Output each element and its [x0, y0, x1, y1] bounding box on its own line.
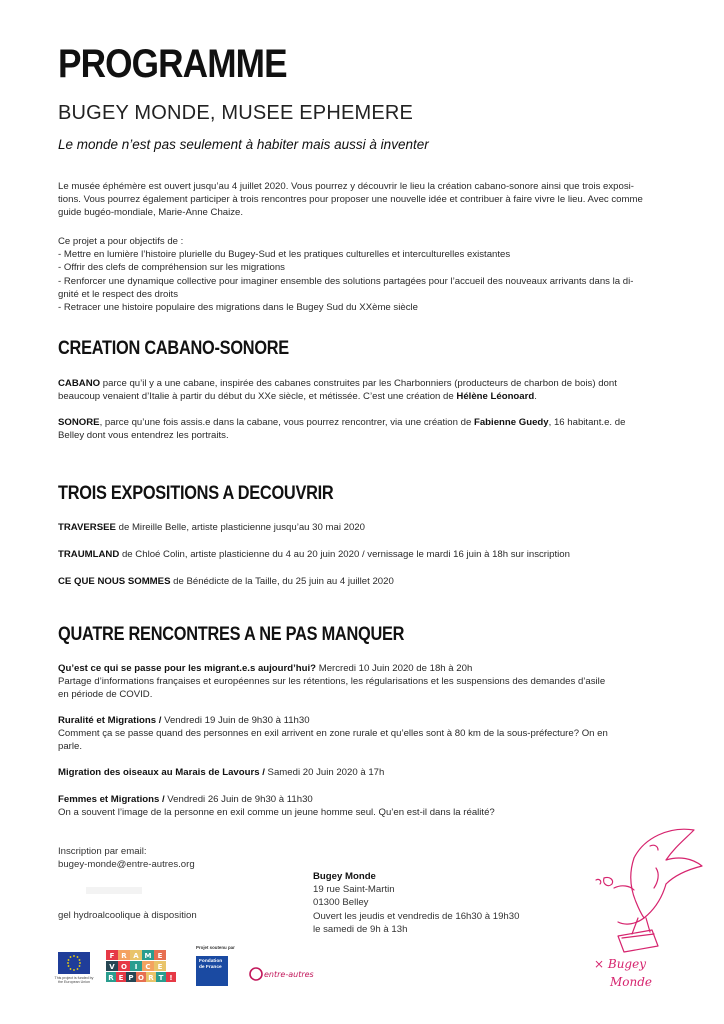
intro-line: tions. Vous pourrez également participer à trois rencontres pour proposer une nouvelle idée et contribuer à faire vivre le lieu. Avec comme [58, 194, 643, 206]
sonore-text: , 16 habitant.e. de [548, 417, 626, 428]
rencontre-when: Samedi 20 Juin 2020 à 17h [264, 767, 385, 778]
rencontre-desc: en période de COVID. [58, 689, 153, 701]
gel-notice: gel hydroalcoolique à disposition [58, 910, 197, 921]
fvr-letter: I [134, 963, 138, 971]
intro-line: Le musée éphémère est ouvert jusqu’au 4 juillet 2020. Vous pourrez y découvrir le lieu la création cabano-sonore ainsi que trois exposi- [58, 181, 634, 192]
objective-item: - Offrir des clefs de compréhension sur les migrations [58, 262, 285, 274]
cabano-text: parce qu’il y a une cabane, inspirée des cabanes construites par les Charbonniers (producteurs de charbon de bois) dont [100, 378, 617, 389]
eu-stars-icon [58, 952, 90, 974]
section-heading-creation: CREATION CABANO-SONORE [58, 338, 289, 359]
fvr-letter: F [109, 952, 115, 960]
page-title: PROGRAMME [58, 42, 287, 86]
exposition-item [58, 521, 690, 534]
cabano-paragraph [58, 377, 690, 403]
rencontre-item [58, 766, 690, 779]
fvr-letter: O [138, 974, 144, 982]
objective-item: - Renforcer une dynamique collective pour imaginer ensemble des solutions partagées pour l’accueil des nouveaux arrivants dans la di- [58, 275, 634, 287]
exposition-item [58, 575, 690, 588]
venue-name: Bugey Monde [313, 871, 376, 882]
rencontre-when: Vendredi 26 Juin de 9h30 à 11h30 [164, 794, 313, 805]
registration-label: Inscription par email: [58, 846, 147, 857]
rencontre-title: Femmes et Migrations / [58, 794, 165, 805]
rencontre-title: Qu’est ce qui se passe pour les migrant.e.s aujourd’hui? [58, 663, 317, 674]
exposition-text: de Chloé Colin, artiste plasticienne du 4 au 20 juin 2020 / vernissage le mardi 16 juin à 18h sur inscription [119, 549, 570, 560]
cabano-end: . [534, 391, 537, 403]
fvr-letter: ! [169, 974, 173, 982]
exposition-name: TRAUMLAND [58, 549, 120, 560]
bird-sketch-icon [574, 818, 714, 993]
sketch-handwriting: Monde [610, 975, 653, 989]
tagline: Le monde n’est pas seulement à habiter mais aussi à inventer [58, 137, 429, 152]
rencontre-desc: parle. [58, 741, 82, 753]
fvr-letter: M [144, 952, 152, 960]
fvr-letter: E [157, 952, 163, 960]
venue-hours: le samedi de 9h à 13h [313, 923, 408, 935]
objectives-lead: Ce projet a pour objectifs de : [58, 236, 184, 247]
exposition-item [58, 548, 690, 561]
fvr-letter: A [133, 952, 139, 960]
fvr-letter: E [118, 974, 124, 982]
rencontre-desc: Comment ça se passe quand des personnes en exil arrivent en zone rurale et qu’elles sont à 80 km de la sous-préfecture? On en [58, 728, 608, 740]
rencontre-when: Vendredi 19 Juin de 9h30 à 11h30 [161, 715, 310, 726]
fvr-letter: O [121, 963, 127, 971]
objective-item: - Mettre en lumière l’histoire plurielle du Bugey-Sud et les pratiques culturelles et interculturelles existantes [58, 249, 511, 261]
sonore-author: Fabienne Guedy [473, 417, 549, 428]
fvr-letter: R [148, 974, 154, 982]
entre-autres-text: entre-autres [264, 970, 314, 979]
rencontre-desc: On a souvent l’image de la personne en exil comme un jeune homme seul. Qu’en est-il dans la réalité? [58, 807, 495, 819]
objective-item: - Retracer une histoire populaire des migrations dans le Bugey Sud du XXème siècle [58, 302, 418, 314]
fvr-letter: V [109, 963, 115, 971]
eu-caption: This project is funded by the European Union [54, 976, 94, 985]
fvr-letter: R [121, 952, 127, 960]
objective-item: gnité et le respect des droits [58, 288, 178, 300]
rencontre-title: Ruralité et Migrations / [58, 715, 162, 726]
section-heading-rencontres: QUATRE RENCONTRES A NE PAS MANQUER [58, 624, 405, 645]
page-subtitle: BUGEY MONDE, MUSEE EPHEMERE [58, 102, 414, 124]
fvr-letter: R [108, 974, 114, 982]
sketch-handwriting: × Bugey [594, 957, 646, 971]
rencontre-title: Migration des oiseaux au Marais de Lavours / [58, 767, 265, 778]
rencontre-when: Mercredi 10 Juin 2020 de 18h à 20h [316, 663, 473, 674]
rencontre-desc: Partage d’informations françaises et européennes sur les rétentions, les régularisations et les suspensions des demandes d’asile [58, 676, 606, 688]
fvr-letter: P [128, 974, 134, 982]
rencontre-item [58, 793, 690, 819]
fondation-de-france-logo: Fondation de France [196, 956, 228, 986]
venue-street: 19 rue Saint-Martin [313, 884, 395, 896]
frame-voice-report-logo [106, 950, 178, 982]
cabano-author: Hélène Léonoard [456, 391, 535, 403]
venue-city: 01300 Belley [313, 897, 369, 909]
cabano-term: CABANO [58, 378, 101, 389]
section-heading-expositions: TROIS EXPOSITIONS A DECOUVRIR [58, 483, 334, 504]
fvr-letter: E [157, 963, 163, 971]
intro-paragraph [58, 180, 690, 220]
exposition-name: CE QUE NOUS SOMMES [58, 576, 171, 587]
objectives-list [58, 235, 690, 314]
entre-autres-mark-icon [250, 968, 262, 980]
cabano-text: beaucoup venaient d’Italie à partir du début du XXe siècle, et métissée. C’est une création de [58, 391, 457, 403]
fvr-letter: T [158, 974, 164, 982]
exposition-name: TRAVERSEE [58, 522, 116, 533]
exposition-text: de Mireille Belle, artiste plasticienne jusqu’au 30 mai 2020 [115, 522, 365, 533]
sonore-text: , parce qu’une fois assis.e dans la cabane, vous pourrez rencontrer, via une création de [99, 417, 474, 428]
sonore-term: SONORE [58, 417, 100, 428]
faint-mark [86, 887, 142, 894]
eu-flag-logo [58, 952, 90, 974]
registration-contact [58, 845, 195, 872]
fdf-caption: Projet soutenu par [196, 945, 235, 950]
exposition-text: de Bénédicte de la Taille, du 25 juin au 4 juillet 2020 [170, 576, 394, 587]
intro-line: guide bugéo-mondiale, Marie-Anne Chaize. [58, 207, 244, 219]
sonore-paragraph [58, 416, 690, 442]
rencontre-item [58, 662, 690, 702]
entre-autres-logo [248, 964, 328, 984]
venue-hours: Ouvert les jeudis et vendredis de 16h30 à 19h30 [313, 910, 520, 922]
rencontre-item [58, 714, 690, 754]
fvr-letter: C [145, 963, 151, 971]
venue-address [313, 870, 519, 936]
sonore-text: Belley dont vous entendrez les portraits. [58, 430, 229, 442]
registration-email[interactable]: bugey-monde@entre-autres.org [58, 859, 195, 871]
